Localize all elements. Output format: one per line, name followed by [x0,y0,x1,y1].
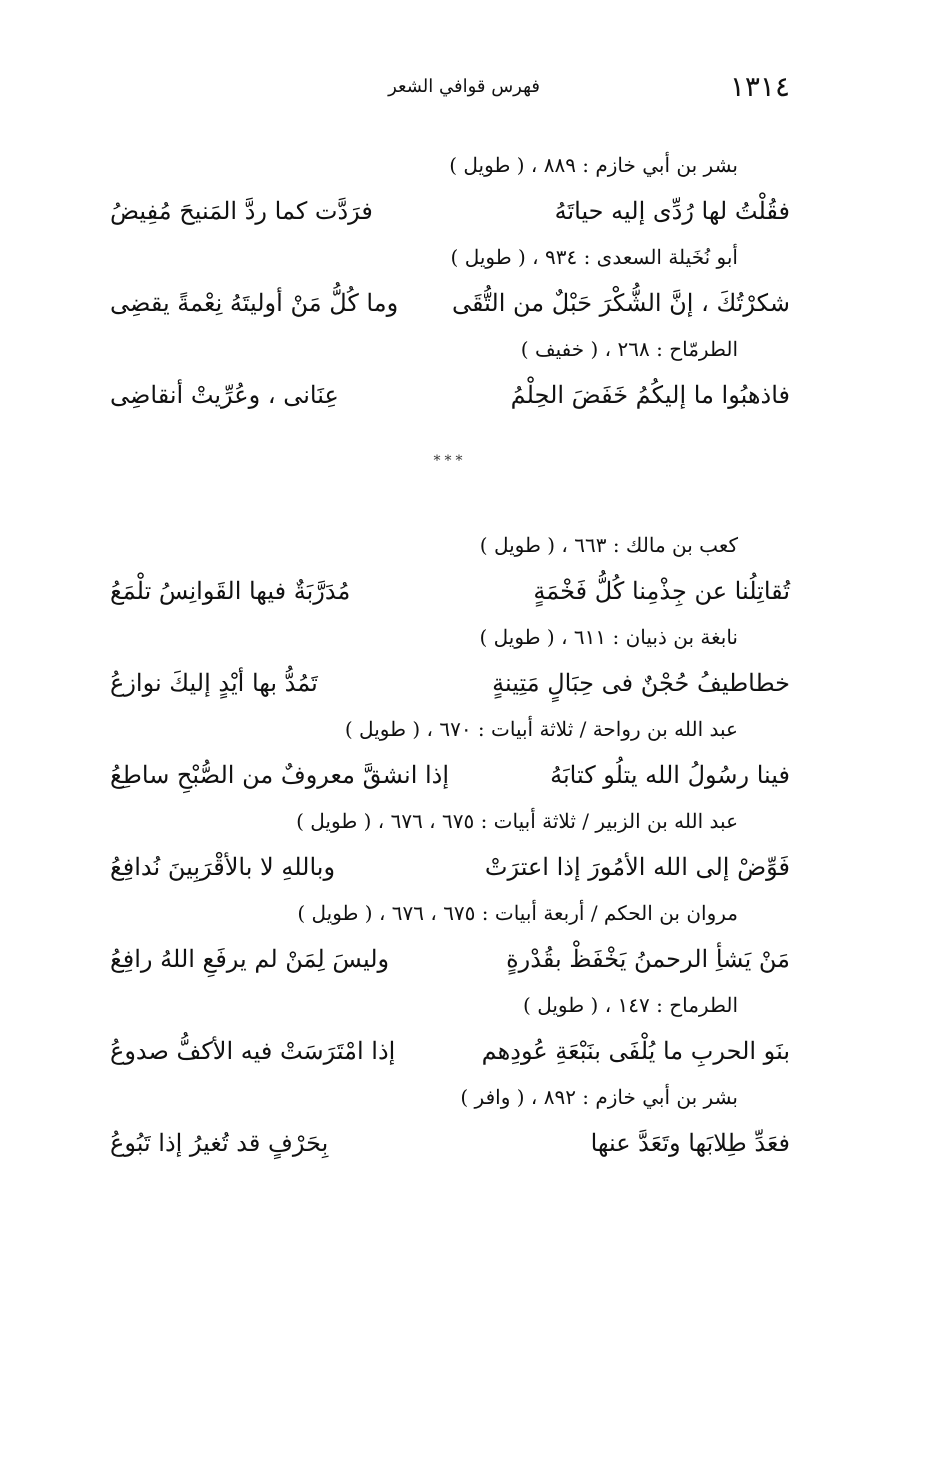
verse-entry [110,1077,790,1169]
first-hemistich: فينا رسُولُ الله يتلُو كتابَهُ [550,761,790,789]
verse-entry [110,237,790,329]
page-header [110,70,790,106]
attribution: بشر بن أبي خازم : ٨٨٩ ، ( طويل ) [449,153,738,177]
second-hemistich: تَمُدُّ بها أيْدٍ إليكَ نوازعُ [110,669,318,697]
verse-entry [110,709,790,801]
first-hemistich: تُقاتِلُنا عن جِذْمِنا كُلُّ فَخْمَةٍ [533,577,790,605]
verse-line [110,185,790,237]
verse-line [110,933,790,985]
second-hemistich: مُدَرَّبَةٌ فيها القَوانِسُ تلْمَعُ [110,577,351,605]
attribution: بشر بن أبي خازم : ٨٩٢ ، ( وافر ) [460,1085,738,1109]
second-hemistich: وما كُلُّ مَنْ أوليتَهُ نِعْمةً يقضِى [110,289,399,317]
first-hemistich: فاذهبُوا ما إليكُمُ خَفَضَ الحِلْمُ [510,381,790,409]
verse-line [110,841,790,893]
attribution: الطرماح : ١٤٧ ، ( طويل ) [523,993,738,1017]
attribution: كعب بن مالك : ٦٦٣ ، ( طويل ) [479,533,738,557]
first-hemistich: خطاطيفُ حُجْنٌ فى حِبَالٍ مَتِينةٍ [492,669,790,697]
first-hemistich: فقُلْتُ لها رُدِّى إليه حياتَهُ [554,197,790,225]
verse-entry [110,145,790,237]
second-hemistich: بِحَرْفٍ قد تُغيرُ إذا تَبُوعُ [110,1129,329,1157]
section-separator: *** [433,453,467,469]
attribution: عبد الله بن رواحة / ثلاثة أبيات : ٦٧٠ ، ( طويل ) [344,717,738,741]
second-hemistich: وليسَ لِمَنْ لم يرفَعِ اللهُ رافِعُ [110,945,390,973]
first-hemistich: شكرْتُكَ ، إنَّ الشُّكْرَ حَبْلٌ من التُّقَى [452,289,790,317]
verse-entry [110,617,790,709]
page-number: ١٣١٤ [729,70,790,103]
second-hemistich: إذا امْتَرَسَتْ فيه الأكفُّ صدوعُ [110,1037,396,1065]
verse-index [110,145,790,1169]
verse-entry [110,893,790,985]
first-hemistich: مَنْ يَشأِ الرحمنُ يَخْفَظْ بقُدْرةٍ [506,945,790,973]
verse-entry [110,985,790,1077]
second-hemistich: إذا انشقَّ معروفٌ من الصُّبْحِ ساطِعُ [110,761,450,789]
running-title: فهرس قوافي الشعر [388,76,540,97]
first-hemistich: بنَو الحربِ ما يُلْفَى بنَبْعَةِ عُودِهم [481,1037,790,1065]
verse-line [110,277,790,329]
verse-line [110,749,790,801]
verse-entry [110,329,790,421]
verse-line [110,1117,790,1169]
attribution: مروان بن الحكم / أربعة أبيات : ٦٧٥ ، ٦٧٦ ، ( طويل ) [297,901,738,925]
verse-line [110,369,790,421]
verse-entry [110,801,790,893]
first-hemistich: فعَدِّ طِلابَها وتَعَدَّ عنها [590,1129,790,1157]
first-hemistich: فَوِّضْ إلى الله الأمُورَ إذا اعترَتْ [484,853,790,881]
verse-line [110,657,790,709]
attribution: عبد الله بن الزبير / ثلاثة أبيات : ٦٧٥ ، ٦٧٦ ، ( طويل ) [296,809,738,833]
attribution: الطرمّاح : ٢٦٨ ، ( خفيف ) [520,337,738,361]
verse-line [110,1025,790,1077]
second-hemistich: وباللهِ لا بالأقْرَبِينَ نُدافِعُ [110,853,336,881]
attribution: نابغة بن ذبيان : ٦١١ ، ( طويل ) [479,625,738,649]
second-hemistich: عِنَانى ، وعُرِّيتْ أنقاضِى [110,381,339,409]
verse-entry [110,525,790,617]
second-hemistich: فرَدَّت كما ردَّ المَنيحَ مُفِيضُ [110,197,373,225]
verse-line [110,565,790,617]
attribution: أبو نُخَيلة السعدى : ٩٣٤ ، ( طويل ) [450,245,738,269]
